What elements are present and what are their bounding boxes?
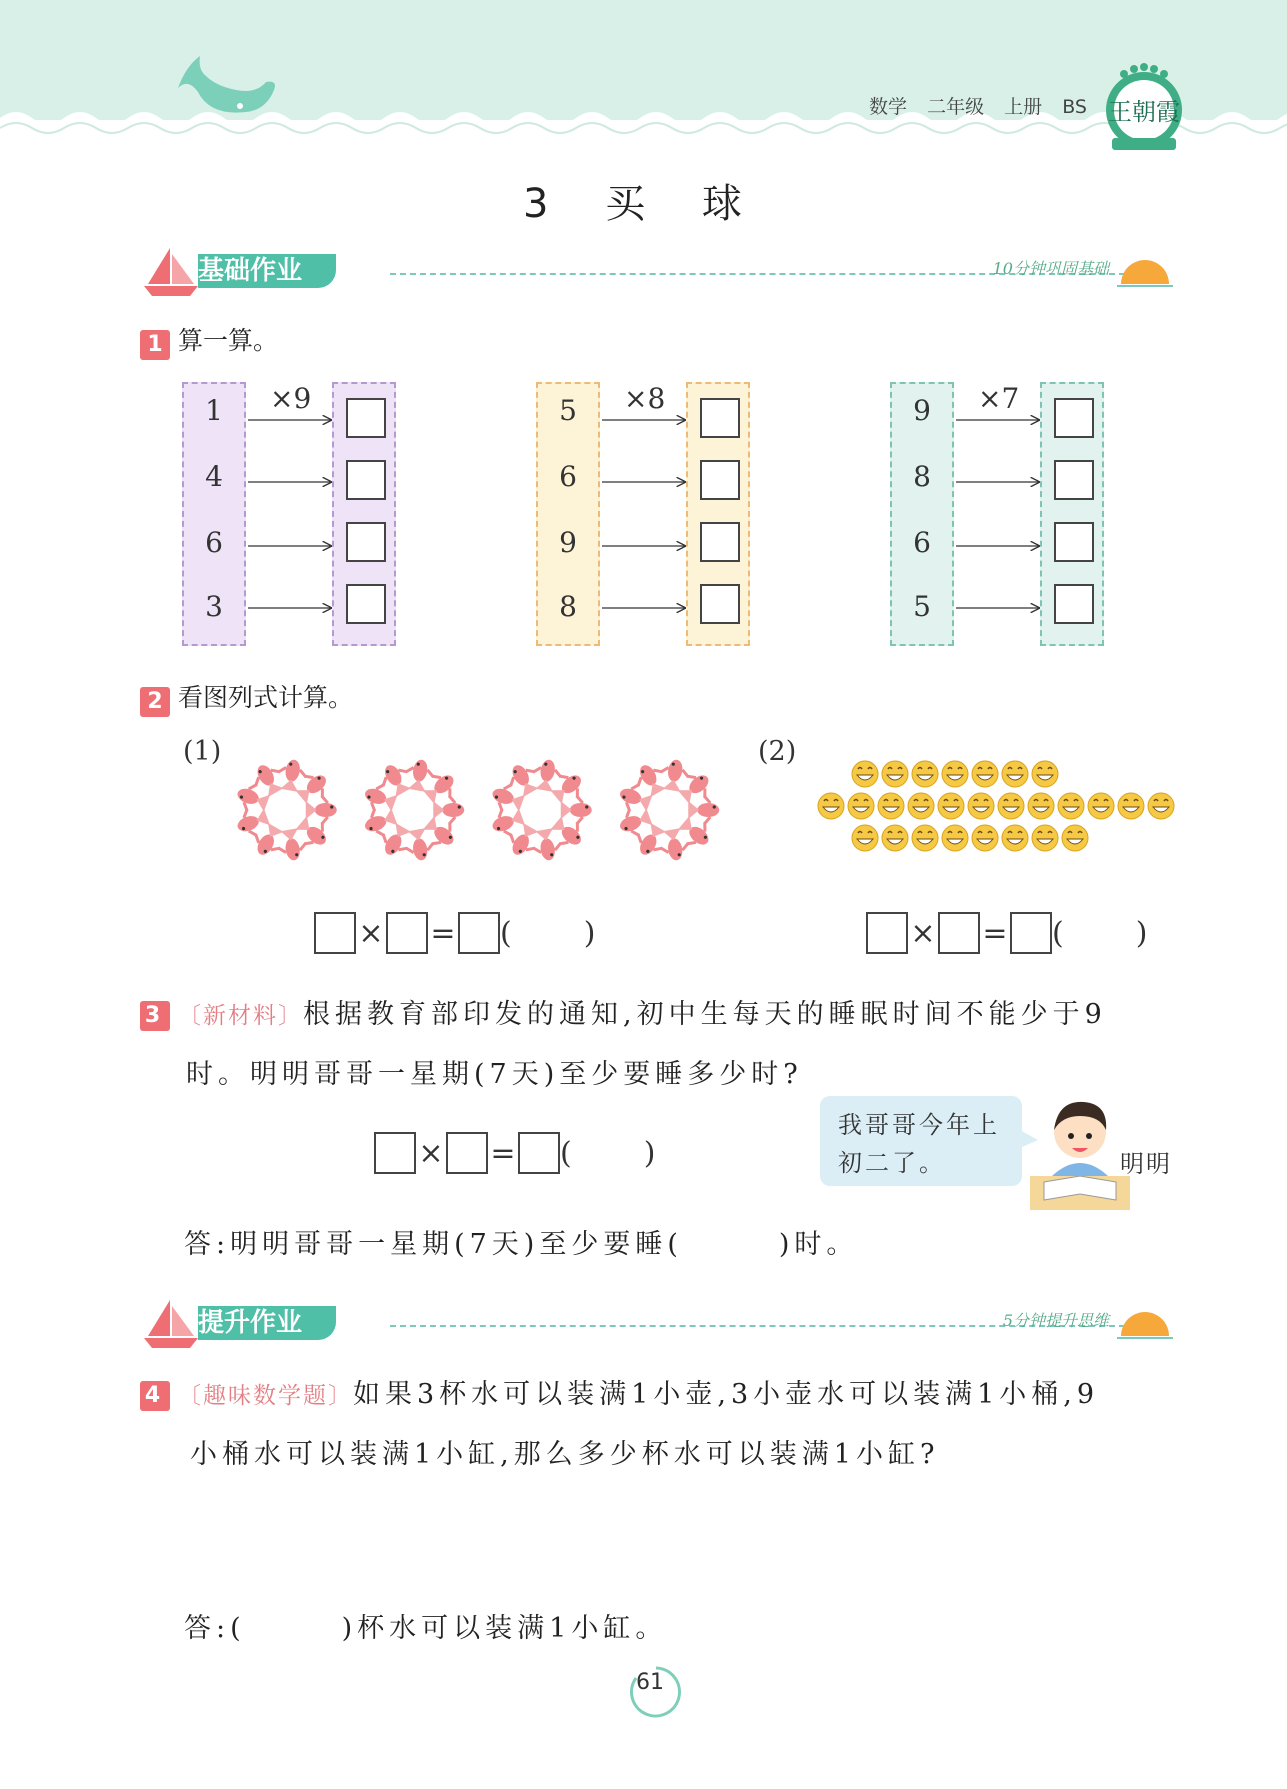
smiley-icon (1148, 793, 1174, 819)
question-number: 2 (140, 687, 170, 717)
smiley-icon (852, 761, 878, 787)
input-number: 8 (559, 590, 577, 623)
goldfish-icon (616, 804, 655, 841)
question-text-line-2: 小桶水可以装满1小缸,那么多少杯水可以装满1小缸? (190, 1439, 940, 1470)
question-number: 4 (140, 1381, 170, 1411)
smiley-icon (848, 793, 874, 819)
mapping-group-1 (182, 382, 402, 646)
answer-box[interactable] (1054, 584, 1094, 624)
boy-mingming-illustration (1030, 1092, 1130, 1210)
goldfish-icon (233, 779, 272, 816)
paren-open: ( (500, 915, 512, 951)
goldfish-icon (688, 796, 719, 824)
answer-box[interactable] (374, 1132, 416, 1174)
output-column (332, 382, 396, 646)
smiley-icon (852, 825, 878, 851)
smiley-icon (972, 825, 998, 851)
question-text-line-1: 如果3杯水可以装满1小壶,3小壶水可以装满1小桶,9 (353, 1379, 1100, 1410)
answer-box[interactable] (938, 912, 980, 954)
smiley-icon (1032, 761, 1058, 787)
goldfish-icon (361, 779, 400, 816)
page-number: 61 (636, 1670, 664, 1695)
question-tag: 〔趣味数学题〕 (178, 1383, 353, 1409)
question-tag: 〔新材料〕 (178, 1003, 303, 1029)
multiplier-label: ×9 (270, 382, 312, 415)
section-advanced-banner (140, 1296, 1175, 1352)
answer-box[interactable] (700, 522, 740, 562)
input-number: 5 (913, 590, 931, 623)
arrow-lines (954, 382, 1044, 646)
input-column (536, 382, 600, 646)
input-number: 9 (913, 394, 931, 427)
input-number: 5 (559, 394, 577, 427)
paren-close: ) (643, 1135, 656, 1171)
input-number: 6 (205, 526, 223, 559)
question-3-answer: 答:明明哥哥一星期(7天)至少要睡( )时。 (184, 1229, 859, 1260)
smiley-icon (1002, 761, 1028, 787)
input-number: 1 (205, 394, 223, 427)
answer-box[interactable] (346, 584, 386, 624)
answer-box[interactable] (700, 398, 740, 438)
question-3 (140, 992, 1180, 1031)
equation-row-2 (866, 912, 1147, 954)
smiley-icon (1088, 793, 1114, 819)
input-number: 3 (205, 590, 223, 623)
equals-sign: = (430, 915, 456, 951)
section-basic-tip: 10分钟巩固基础 (992, 259, 1109, 278)
svg-text:王朝霞: 王朝霞 (1108, 98, 1180, 126)
section-advanced-tip: 5分钟提升思维 (1002, 1311, 1109, 1330)
input-column (890, 382, 954, 646)
answer-box[interactable] (314, 912, 356, 954)
times-sign: × (358, 915, 384, 951)
times-sign: × (910, 915, 936, 951)
question-number: 1 (140, 330, 170, 360)
goldfish-icon (616, 779, 655, 816)
part-2-label: (2) (758, 736, 797, 767)
mapping-group-3 (890, 382, 1110, 646)
smiley-icon (908, 793, 934, 819)
input-number: 9 (559, 526, 577, 559)
speaker-name: 明明 (1120, 1150, 1172, 1178)
answer-box[interactable] (446, 1132, 488, 1174)
part-1-label: (1) (183, 736, 222, 767)
input-number: 4 (205, 460, 223, 493)
question-4-answer: 答:( )杯水可以装满1小缸。 (184, 1613, 668, 1644)
paren-open: ( (560, 1135, 572, 1171)
smiley-icon (912, 761, 938, 787)
smiley-icon (1002, 825, 1028, 851)
question-text: 算一算。 (178, 326, 279, 355)
multiplier-label: ×7 (978, 382, 1020, 415)
smiley-icon (942, 825, 968, 851)
book-info (869, 92, 1087, 119)
output-column (1040, 382, 1104, 646)
answer-box[interactable] (346, 522, 386, 562)
answer-box[interactable] (346, 460, 386, 500)
answer-box[interactable] (1054, 460, 1094, 500)
answer-box[interactable] (1054, 522, 1094, 562)
smiley-icon (938, 793, 964, 819)
answer-box[interactable] (346, 398, 386, 438)
input-number: 6 (913, 526, 931, 559)
smiley-icon (998, 793, 1024, 819)
section-basic-banner (140, 244, 1175, 300)
answer-box[interactable] (386, 912, 428, 954)
question-text-line-1: 根据教育部印发的通知,初中生每天的睡眠时间不能少于9 (303, 999, 1107, 1030)
input-number: 6 (559, 460, 577, 493)
sunrise-icon (1115, 250, 1175, 290)
question-text-line-2: 时。明明哥哥一星期(7天)至少要睡多少时? (186, 1059, 803, 1090)
speech-bubble (820, 1096, 1022, 1186)
page-title: 3 买 球 (523, 181, 764, 227)
input-number: 8 (913, 460, 931, 493)
arrow-lines (246, 382, 336, 646)
smiley-faces-illustration (812, 760, 1182, 860)
question-text: 看图列式计算。 (178, 683, 354, 712)
smiley-icon (1062, 825, 1088, 851)
bubble-line-1: 我哥哥今年上 (838, 1111, 1000, 1139)
smiley-icon (968, 793, 994, 819)
smiley-icon (1118, 793, 1144, 819)
equation-row-3 (374, 1132, 655, 1174)
smiley-icon (1032, 825, 1058, 851)
sailboat-icon (140, 1296, 200, 1352)
answer-box[interactable] (458, 912, 500, 954)
goldfish-icon (433, 796, 464, 824)
answer-box[interactable] (1010, 912, 1052, 954)
smiley-icon (1058, 793, 1084, 819)
equals-sign: = (490, 1135, 516, 1171)
question-1 (140, 321, 278, 360)
smiley-icon (882, 761, 908, 787)
paren-close: ) (583, 915, 596, 951)
equation-row-1 (314, 912, 595, 954)
mapping-group-2 (536, 382, 756, 646)
answer-box[interactable] (1054, 398, 1094, 438)
sailboat-icon (140, 244, 200, 300)
grade-label: 二年级 (927, 96, 985, 118)
paren-open: ( (1052, 915, 1064, 951)
smiley-icon (972, 761, 998, 787)
sunrise-icon (1115, 1302, 1175, 1342)
subject-label: 数学 (869, 96, 908, 118)
goldfish-icon (306, 796, 337, 824)
answer-box[interactable] (866, 912, 908, 954)
smiley-icon (878, 793, 904, 819)
edition-label: BS (1062, 96, 1087, 118)
header-wave-band (0, 0, 1287, 150)
smiley-icon (1028, 793, 1054, 819)
answer-box[interactable] (700, 460, 740, 500)
section-advanced-label: 提升作业 (198, 1306, 336, 1340)
question-4 (140, 1372, 1180, 1411)
smiley-icon (942, 761, 968, 787)
smiley-icon (882, 825, 908, 851)
arrow-lines (600, 382, 690, 646)
input-column (182, 382, 246, 646)
goldfish-icon (361, 804, 400, 841)
brand-logo (1100, 60, 1188, 152)
goldfish-icon (488, 779, 527, 816)
smiley-icon (912, 825, 938, 851)
question-2 (140, 678, 353, 717)
question-number: 3 (140, 1001, 170, 1031)
paren-close: ) (1135, 915, 1148, 951)
equals-sign: = (982, 915, 1008, 951)
section-basic-label: 基础作业 (198, 254, 336, 288)
times-sign: × (418, 1135, 444, 1171)
goldfish-icon (561, 796, 592, 824)
output-column (686, 382, 750, 646)
answer-box[interactable] (518, 1132, 560, 1174)
multiplier-label: ×8 (624, 382, 666, 415)
goldfish-groups-illustration (222, 746, 732, 876)
bubble-line-2: 初二了。 (838, 1149, 946, 1177)
goldfish-icon (488, 804, 527, 841)
smiley-icon (818, 793, 844, 819)
goldfish-icon (233, 804, 272, 841)
answer-box[interactable] (700, 584, 740, 624)
volume-label: 上册 (1004, 96, 1043, 118)
